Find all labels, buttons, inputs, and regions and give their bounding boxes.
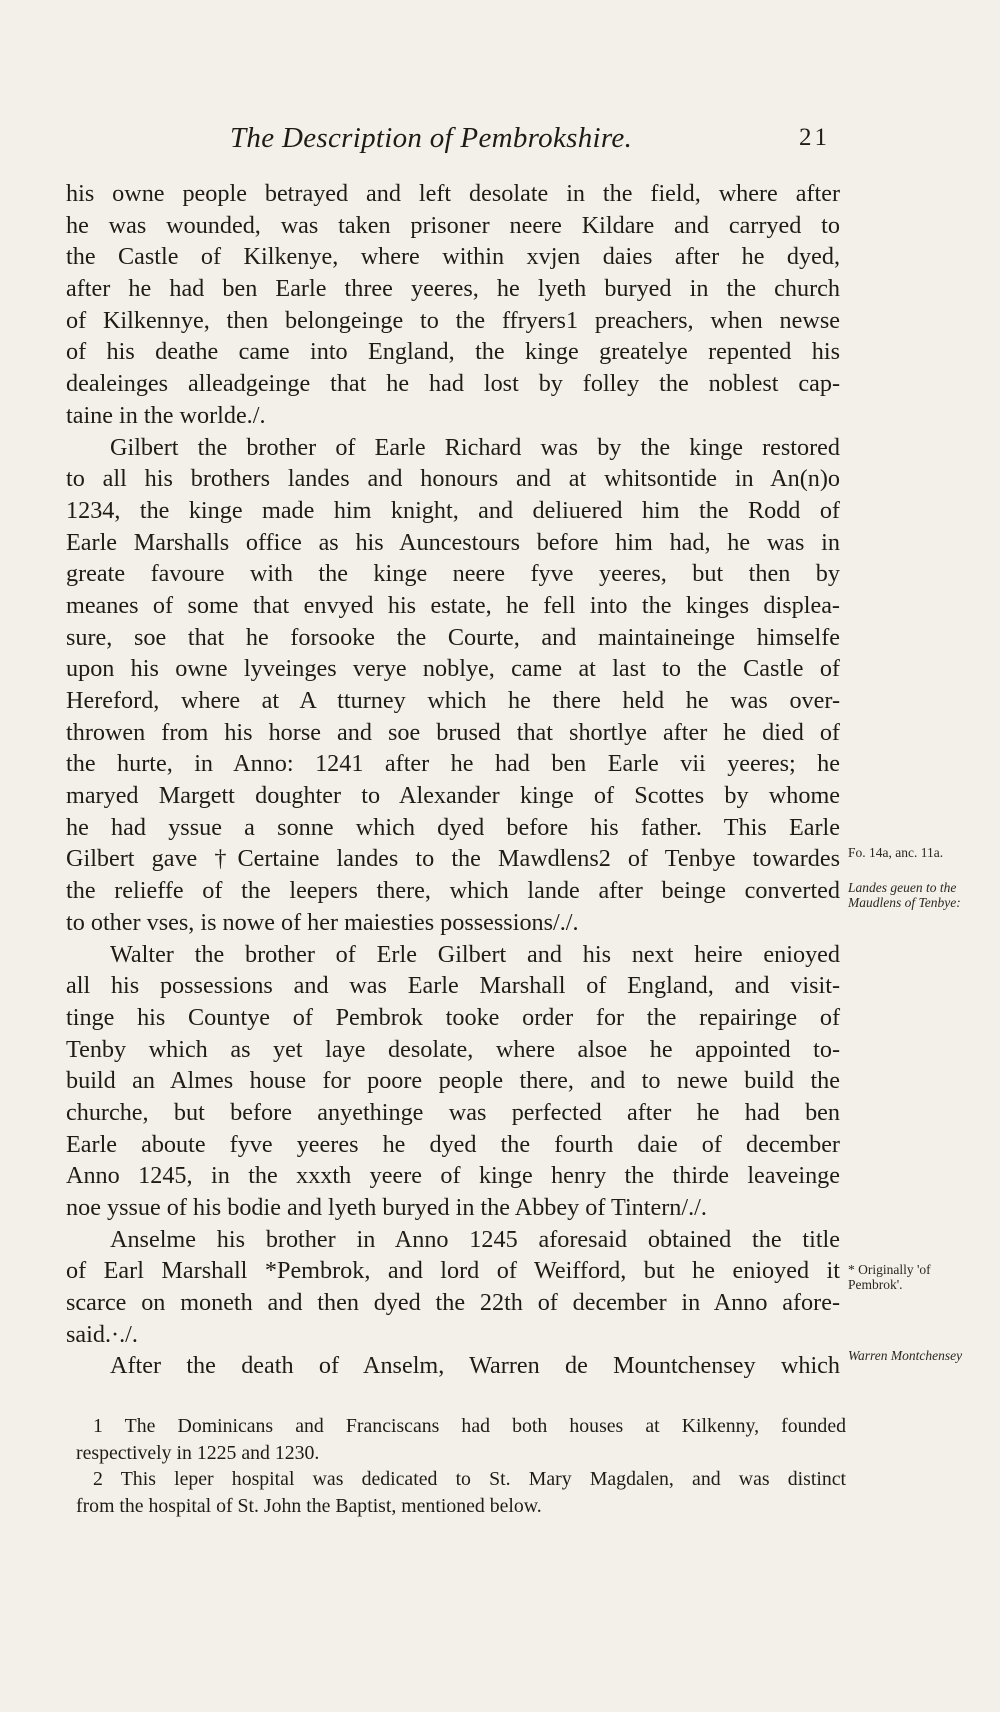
footnote-line: respectively in 1225 and 1230. — [76, 1441, 320, 1464]
text-line: the relieffe of the leepers there, which lande after beinge converted — [66, 877, 840, 905]
text-line: of Kilkennye, then belongeinge to the ffryers1 preachers, when newse — [66, 306, 840, 334]
text-line: said.·./. — [66, 1320, 138, 1348]
text-line: greate favoure with the kinge neere fyve yeeres, but then by — [66, 560, 840, 588]
text-line: Tenby which as yet laye desolate, where alsoe he appointed to- — [66, 1035, 840, 1063]
text-line: noe yssue of his bodie and lyeth buryed in the Abbey of Tintern/./. — [66, 1194, 707, 1221]
text-line: Gilbert the brother of Earle Richard was by the kinge restored — [110, 433, 840, 461]
text-line: sure, soe that he forsooke the Courte, and maintaineinge himselfe — [66, 623, 840, 651]
footnote-line: 2 This leper hospital was dedicated to St. Mary Magdalen, and was distinct — [93, 1468, 846, 1490]
text-line: all his possessions and was Earle Marshall of England, and visit- — [66, 972, 840, 1000]
text-line: Earle aboute fyve yeeres he dyed the fourth daie of december — [66, 1130, 840, 1158]
footnotes — [76, 1413, 846, 1519]
text-line: of his deathe came into England, the kinge greatelye repented his — [66, 338, 840, 366]
text-line: build an Almes house for poore people there, and to newe build the — [66, 1067, 840, 1095]
margin-note-folio: Fo. 14a, anc. 11a. — [848, 845, 944, 860]
text-line: throwen from his horse and soe brused that shortlye after he died of — [66, 718, 840, 746]
text-line: after he had ben Earle three yeeres, he lyeth buryed in the church — [66, 275, 840, 303]
text-line: scarce on moneth and then dyed the 22th of december in Anno afore- — [66, 1289, 840, 1317]
text-line: dealeinges alleadgeinge that he had lost by folley the noblest cap- — [66, 370, 840, 398]
margin-note-originally: * Originally 'of Pembrok'. — [848, 1262, 931, 1292]
text-line: meanes of some that envyed his estate, he fell into the kinges displea- — [66, 591, 840, 619]
text-line: Hereford, where at A tturney which he there held he was over- — [66, 687, 840, 714]
footnote-line: from the hospital of St. John the Baptist, mentioned below. — [76, 1494, 542, 1517]
margin-note-landes: Landes geuen to the Maudlens of Tenbye: — [848, 880, 961, 910]
page-number: 21 — [799, 124, 830, 151]
text-line: he was wounded, was taken prisoner neere Kildare and carryed to — [66, 211, 840, 239]
text-line: Gilbert gave †Certaine landes to the Mawdlens2 of Tenbye towardes — [66, 845, 840, 873]
text-line: tinge his Countye of Pembrok tooke order for the repairinge of — [66, 1003, 840, 1031]
text-line: taine in the worlde./. — [66, 401, 266, 429]
text-line: 1234, the kinge made him knight, and deliuered him the Rodd of — [66, 496, 840, 524]
text-line: churche, but before anyethinge was perfected after he had ben — [66, 1098, 840, 1126]
text-line: maryed Margett doughter to Alexander kinge of Scottes by whome — [66, 782, 840, 810]
text-line: upon his owne lyveinges verye noblye, came at last to the Castle of — [66, 655, 840, 683]
text-line: the Castle of Kilkenye, where within xvjen daies after he dyed, — [66, 243, 840, 271]
text-line: to other vses, is nowe of her maiesties possessions/./. — [66, 908, 579, 936]
text-line: Anselme his brother in Anno 1245 aforesaid obtained the title — [110, 1225, 840, 1253]
body-text — [66, 178, 840, 1382]
text-line: his owne people betrayed and left desolate in the field, where after — [66, 180, 840, 207]
text-line: Earle Marshalls office as his Auncestours before him had, he was in — [66, 528, 840, 556]
running-header — [230, 122, 830, 162]
text-line: After the death of Anselm, Warren de Mountchensey which — [110, 1352, 840, 1380]
text-line: to all his brothers landes and honours and at whitsontide in An(n)o — [66, 465, 840, 493]
text-line: he had yssue a sonne which dyed before his father. This Earle — [66, 813, 840, 841]
text-line: of Earl Marshall *Pembrok, and lord of Weifford, but he enioyed it — [66, 1257, 840, 1285]
footnote-line: 1 The Dominicans and Franciscans had both houses at Kilkenny, founded — [93, 1415, 846, 1437]
page-title: The Description of Pembrokshire. — [230, 122, 633, 154]
margin-note-warren: Warren Montchensey — [848, 1348, 963, 1363]
text-line: Walter the brother of Erle Gilbert and his next heire enioyed — [110, 940, 840, 968]
text-line: the hurte, in Anno: 1241 after he had ben Earle vii yeeres; he — [66, 750, 840, 778]
text-line: Anno 1245, in the xxxth yeere of kinge henry the thirde leaveinge — [66, 1162, 840, 1190]
